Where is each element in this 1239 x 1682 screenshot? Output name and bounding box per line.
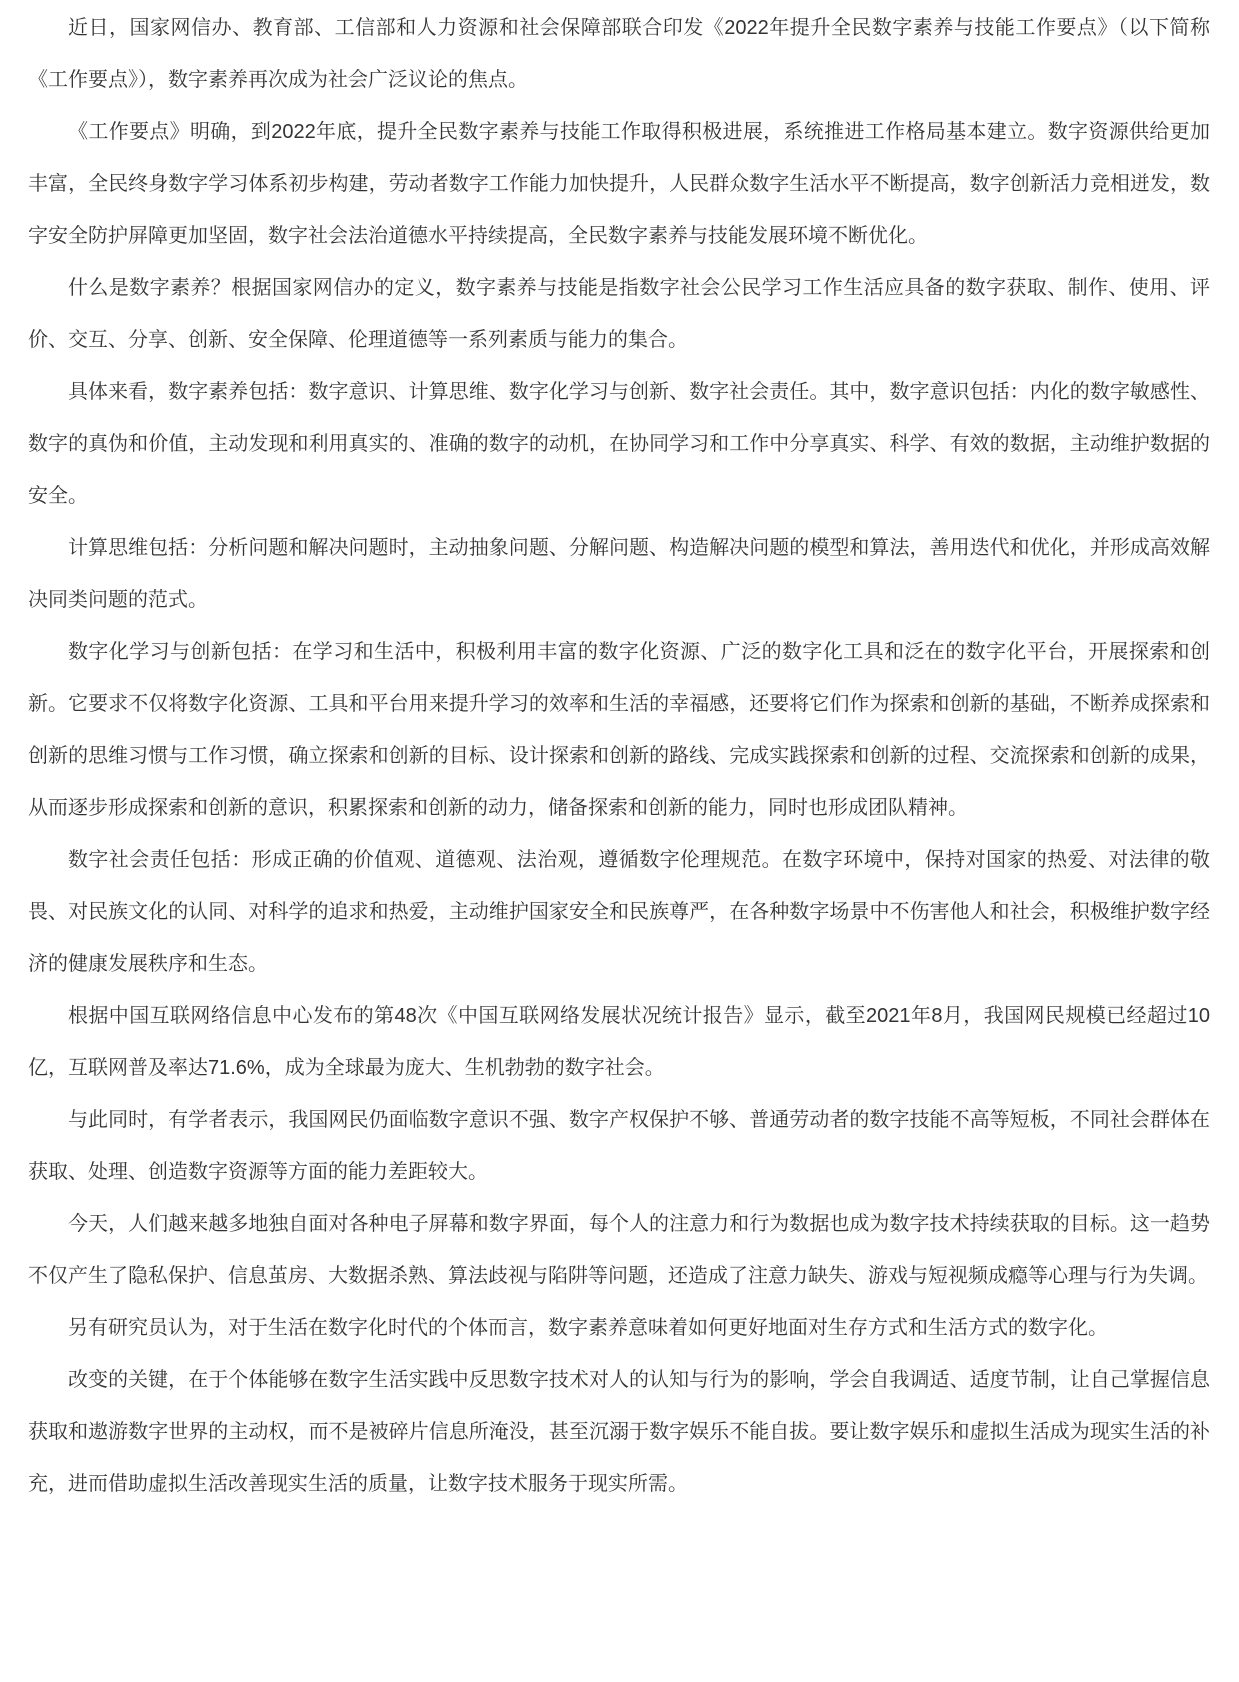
paragraph-digital-social-responsibility: 数字社会责任包括：形成正确的价值观、道德观、法治观，遵循数字伦理规范。在数字环境中，保持对国家的热爱、对法律的敬畏、对民族文化的认同、对科学的追求和热爱，主动维护国家安全和民族尊严，在各种数字场景中不伤害他人和社会，积极维护数字经济的健康发展秩序和生态。	[28, 849, 1210, 975]
paragraph-digital-learning-innovation: 数字化学习与创新包括：在学习和生活中，积极利用丰富的数字化资源、广泛的数字化工具和泛在的数字化平台，开展探索和创新。它要求不仅将数字化资源、工具和平台用来提升学习的效率和生活的幸福感，还要将它们作为探索和创新的基础，不断养成探索和创新的思维习惯与工作习惯，确立探索和创新的目标、设计探索和创新的路线、完成实践探索和创新的过程、交流探索和创新的成果，从而逐步形成探索和创新的意识，积累探索和创新的动力，储备探索和创新的能力，同时也形成团队精神。	[28, 641, 1210, 819]
paragraph-cnnic-report: 根据中国互联网络信息中心发布的第48次《中国互联网络发展状况统计报告》显示，截至2021年8月，我国网民规模已经超过10亿，互联网普及率达71.6%，成为全球最为庞大、生机勃勃的数字社会。	[28, 1005, 1210, 1079]
paragraph-definition: 什么是数字素养？根据国家网信办的定义，数字素养与技能是指数字社会公民学习工作生活应具备的数字获取、制作、使用、评价、交互、分享、创新、安全保障、伦理道德等一系列素质与能力的集合。	[28, 277, 1210, 351]
paragraph-researcher-view: 另有研究员认为，对于生活在数字化时代的个体而言，数字素养意味着如何更好地面对生存方式和生活方式的数字化。	[68, 1317, 1108, 1339]
paragraph-intro: 近日，国家网信办、教育部、工信部和人力资源和社会保障部联合印发《2022年提升全民数字素养与技能工作要点》（以下简称《工作要点》），数字素养再次成为社会广泛议论的焦点。	[28, 17, 1210, 91]
paragraph-shortcomings: 与此同时，有学者表示，我国网民仍面临数字意识不强、数字产权保护不够、普通劳动者的数字技能不高等短板，不同社会群体在获取、处理、创造数字资源等方面的能力差距较大。	[28, 1109, 1210, 1183]
paragraph-digital-awareness: 具体来看，数字素养包括：数字意识、计算思维、数字化学习与创新、数字社会责任。其中，数字意识包括：内化的数字敏感性、数字的真伪和价值，主动发现和利用真实的、准确的数字的动机，在协同学习和工作中分享真实、科学、有效的数据，主动维护数据的安全。	[28, 381, 1210, 507]
paragraph-key-to-change: 改变的关键，在于个体能够在数字生活实践中反思数字技术对人的认知与行为的影响，学会自我调适、适度节制，让自己掌握信息获取和遨游数字世界的主动权，而不是被碎片信息所淹没，甚至沉溺于数字娱乐不能自拔。要让数字娱乐和虚拟生活成为现实生活的补充，进而借助虚拟生活改善现实生活的质量，让数字技术服务于现实所需。	[28, 1369, 1210, 1495]
paragraph-computational-thinking: 计算思维包括：分析问题和解决问题时，主动抽象问题、分解问题、构造解决问题的模型和算法，善用迭代和优化，并形成高效解决同类问题的范式。	[28, 537, 1210, 611]
paragraph-work-points-goals: 《工作要点》明确，到2022年底，提升全民数字素养与技能工作取得积极进展，系统推进工作格局基本建立。数字资源供给更加丰富，全民终身数字学习体系初步构建，劳动者数字工作能力加快提升，人民群众数字生活水平不断提高，数字创新活力竞相迸发，数字安全防护屏障更加坚固，数字社会法治道德水平持续提高，全民数字素养与技能发展环境不断优化。	[28, 121, 1210, 247]
paragraph-screens-and-risks: 今天，人们越来越多地独自面对各种电子屏幕和数字界面，每个人的注意力和行为数据也成为数字技术持续获取的目标。这一趋势不仅产生了隐私保护、信息茧房、大数据杀熟、算法歧视与陷阱等问题，还造成了注意力缺失、游戏与短视频成瘾等心理与行为失调。	[28, 1213, 1210, 1287]
